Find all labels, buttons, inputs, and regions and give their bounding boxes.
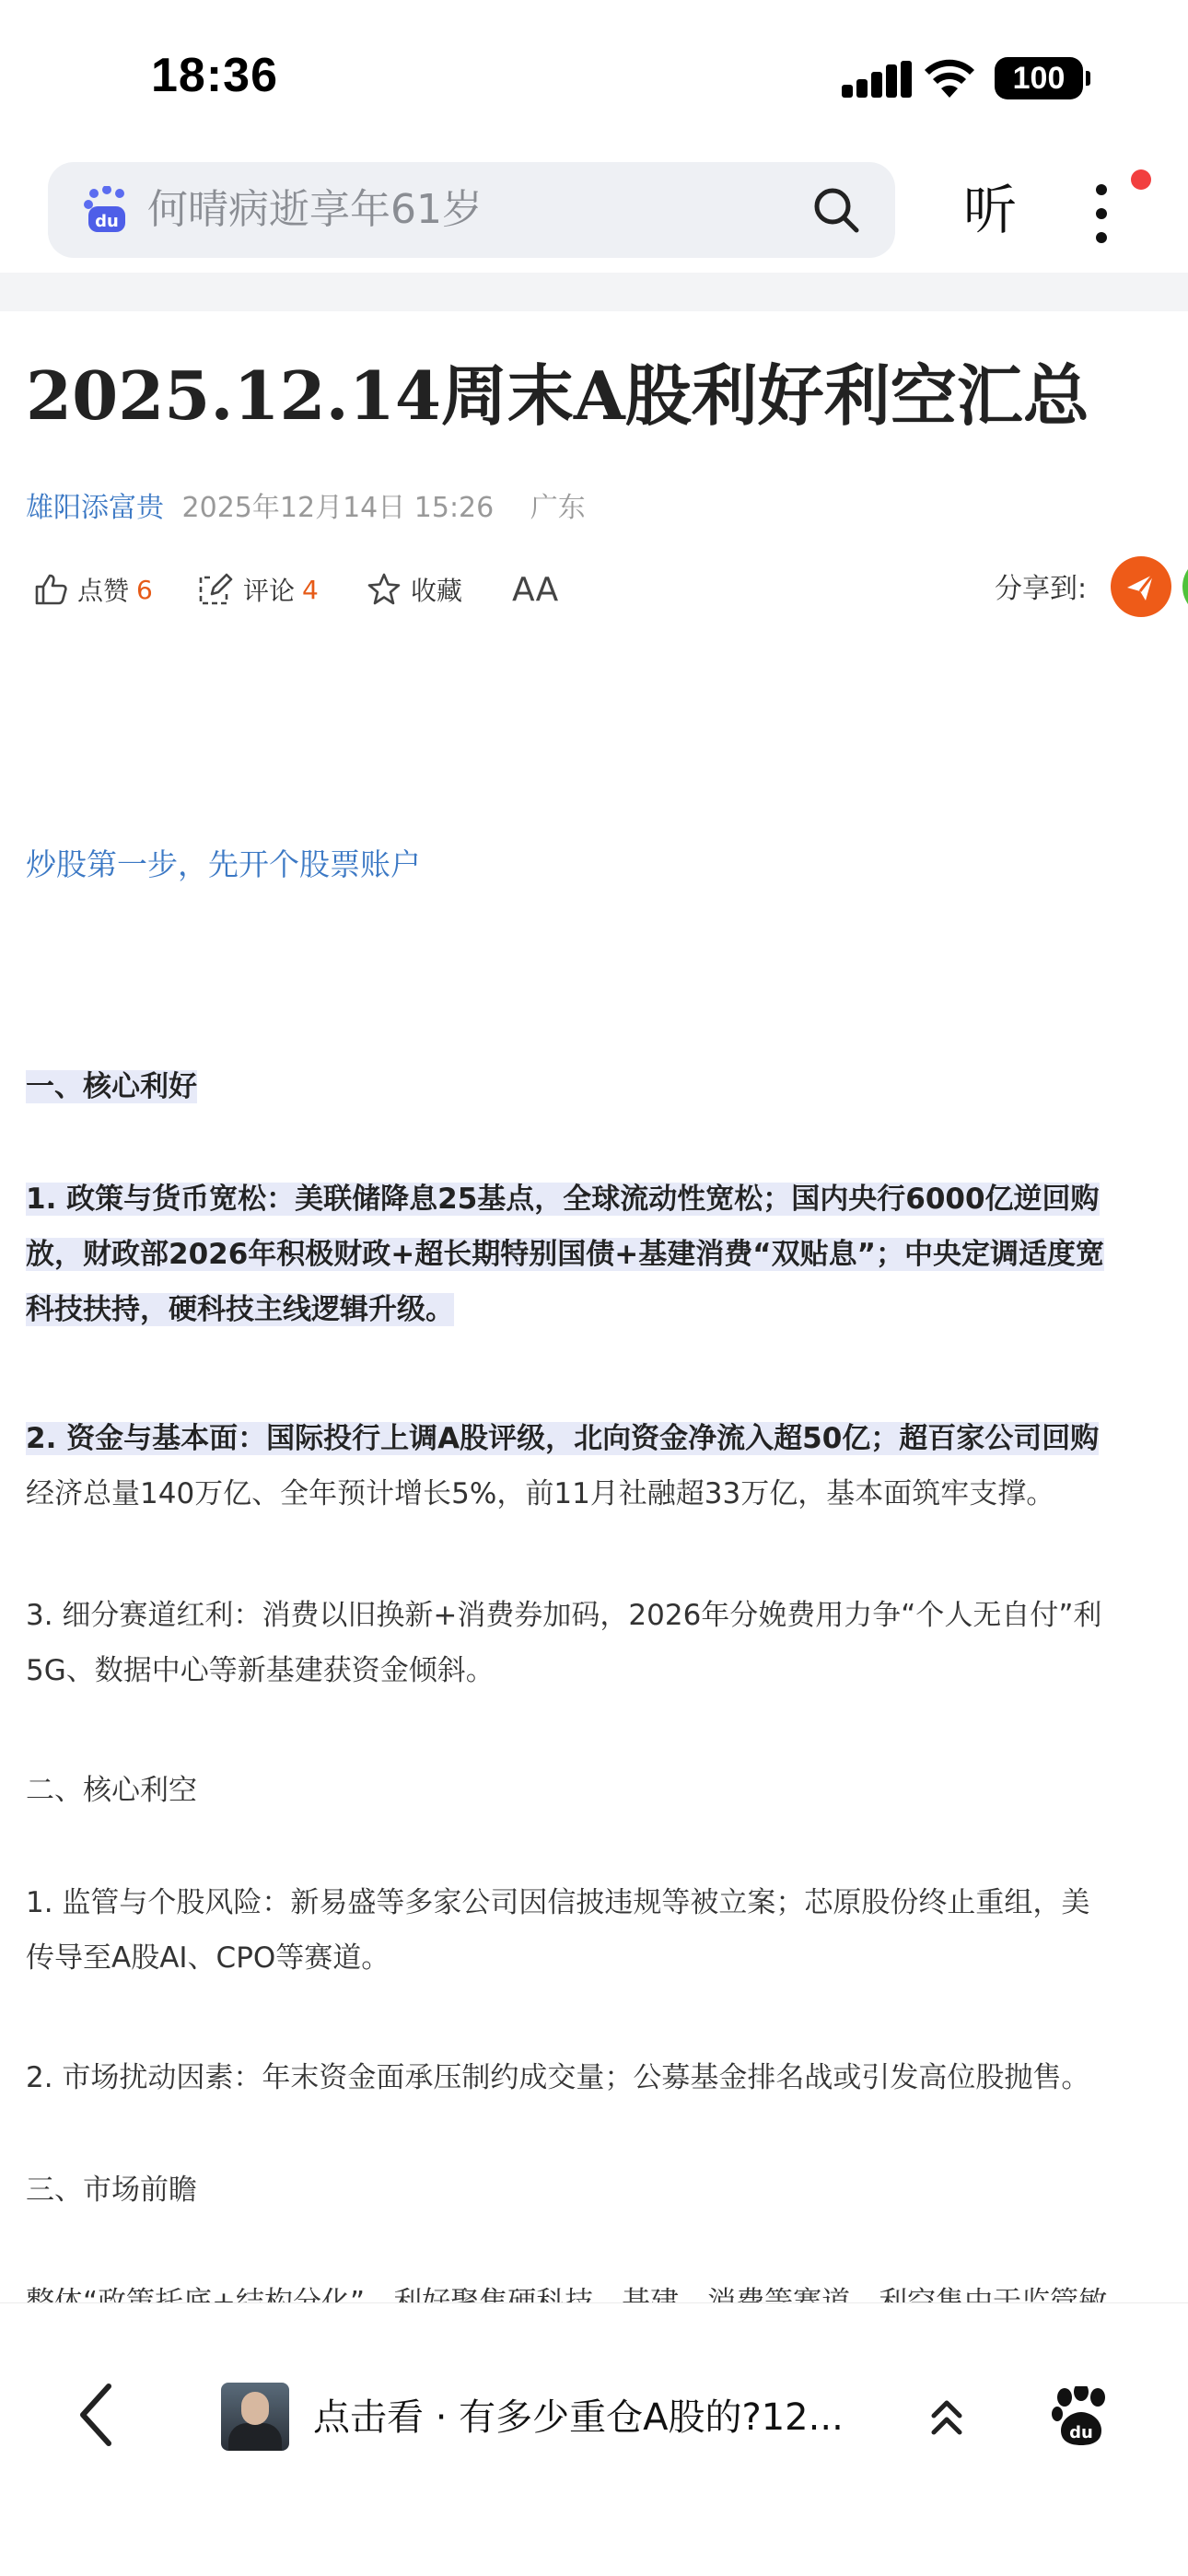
double-chevron-up-icon[interactable] bbox=[926, 2395, 967, 2440]
section-heading-1: 一、核心利好 bbox=[26, 1070, 197, 1103]
header-divider bbox=[0, 273, 1188, 311]
comment-count: 4 bbox=[302, 574, 319, 605]
section-heading-2: 二、核心利空 bbox=[26, 1774, 197, 1807]
paragraph-sectors: 3. 细分赛道红利：消费以旧换新+消费券加码，2026年分娩费用力争“个人无自付”利 5G、数据中心等新基建获资金倾斜。 bbox=[26, 1599, 1102, 1687]
favorite-button[interactable] bbox=[367, 562, 462, 617]
font-size-label: AA bbox=[512, 570, 559, 609]
article-actions bbox=[0, 562, 1188, 617]
thumbs-up-icon bbox=[33, 572, 68, 607]
section-heading-3: 三、市场前瞻 bbox=[26, 2174, 197, 2207]
font-size-button[interactable] bbox=[512, 562, 558, 617]
comment-label: 评论 bbox=[243, 576, 296, 606]
share-weibo-button[interactable] bbox=[1111, 556, 1171, 617]
article-meta bbox=[26, 488, 586, 529]
search-icon[interactable] bbox=[812, 186, 860, 234]
notification-dot bbox=[1131, 169, 1151, 190]
share-label: 分享到: bbox=[995, 573, 1088, 605]
paragraph-policy: 1. 政策与货币宽松：美联储降息25基点，全球流动性宽松；国内央行6000亿逆回购 放，财政部2026年积极财政+超长期特别国债+基建消费“双贴息”；中央定调适度宽 科技扶持，硬科技主线逻辑升级。 bbox=[26, 1183, 1104, 1326]
edit-icon bbox=[197, 572, 234, 607]
baidu-paw-icon[interactable] bbox=[1052, 2386, 1111, 2447]
svg-text:du: du bbox=[95, 212, 119, 231]
like-count: 6 bbox=[136, 574, 153, 605]
baidu-du-icon bbox=[83, 186, 131, 234]
paragraph-market-factors: 2. 市场扰动因素：年末资金面承压制约成交量；公募基金排名战或引发高位股抛售。 bbox=[26, 2061, 1090, 2094]
battery-icon: 100 bbox=[995, 57, 1083, 99]
more-icon[interactable] bbox=[1087, 179, 1116, 251]
clock: 18:36 bbox=[151, 49, 278, 102]
video-recommendation[interactable]: 点击看 · 有多少重仓A股的?12... bbox=[313, 2396, 844, 2439]
like-label: 点赞 bbox=[77, 576, 130, 606]
comment-button[interactable] bbox=[197, 562, 319, 617]
back-chevron-icon[interactable] bbox=[76, 2383, 116, 2447]
wifi-icon bbox=[923, 55, 976, 98]
paper-plane-icon bbox=[1111, 556, 1171, 617]
article-title: 2025.12.14周末A股利好利空汇总 bbox=[26, 356, 1089, 435]
search-bar[interactable] bbox=[48, 162, 895, 258]
favorite-label: 收藏 bbox=[411, 576, 463, 606]
svg-text:du: du bbox=[1069, 2423, 1093, 2442]
like-button[interactable] bbox=[33, 562, 153, 617]
search-input[interactable]: 何晴病逝享年61岁 bbox=[147, 186, 483, 233]
listen-button[interactable]: 听 bbox=[963, 179, 1018, 241]
publish-datetime: 2025年12月14日 15:26 bbox=[181, 492, 495, 524]
publish-location: 广东 bbox=[530, 492, 586, 524]
signal-icon bbox=[842, 61, 914, 98]
paragraph-regulation: 1. 监管与个股风险：新易盛等多家公司因信披违规等被立案；芯原股份终止重组，美 传导至A股AI、CPO等赛道。 bbox=[26, 1886, 1090, 1975]
paragraph-funds: 2. 资金与基本面：国际投行上调A股评级，北向资金净流入超50亿；超百家公司回购 经济总量140万亿、全年预计增长5%，前11月社融超33万亿，基本面筑牢支撑。 bbox=[26, 1422, 1100, 1510]
bottom-bar bbox=[0, 2302, 1188, 2576]
open-account-link[interactable]: 炒股第一步，先开个股票账户 bbox=[26, 846, 421, 882]
status-bar bbox=[0, 0, 1188, 157]
author-link[interactable]: 雄阳添富贵 bbox=[26, 492, 164, 524]
star-icon bbox=[367, 572, 402, 607]
video-thumbnail[interactable] bbox=[221, 2383, 289, 2451]
